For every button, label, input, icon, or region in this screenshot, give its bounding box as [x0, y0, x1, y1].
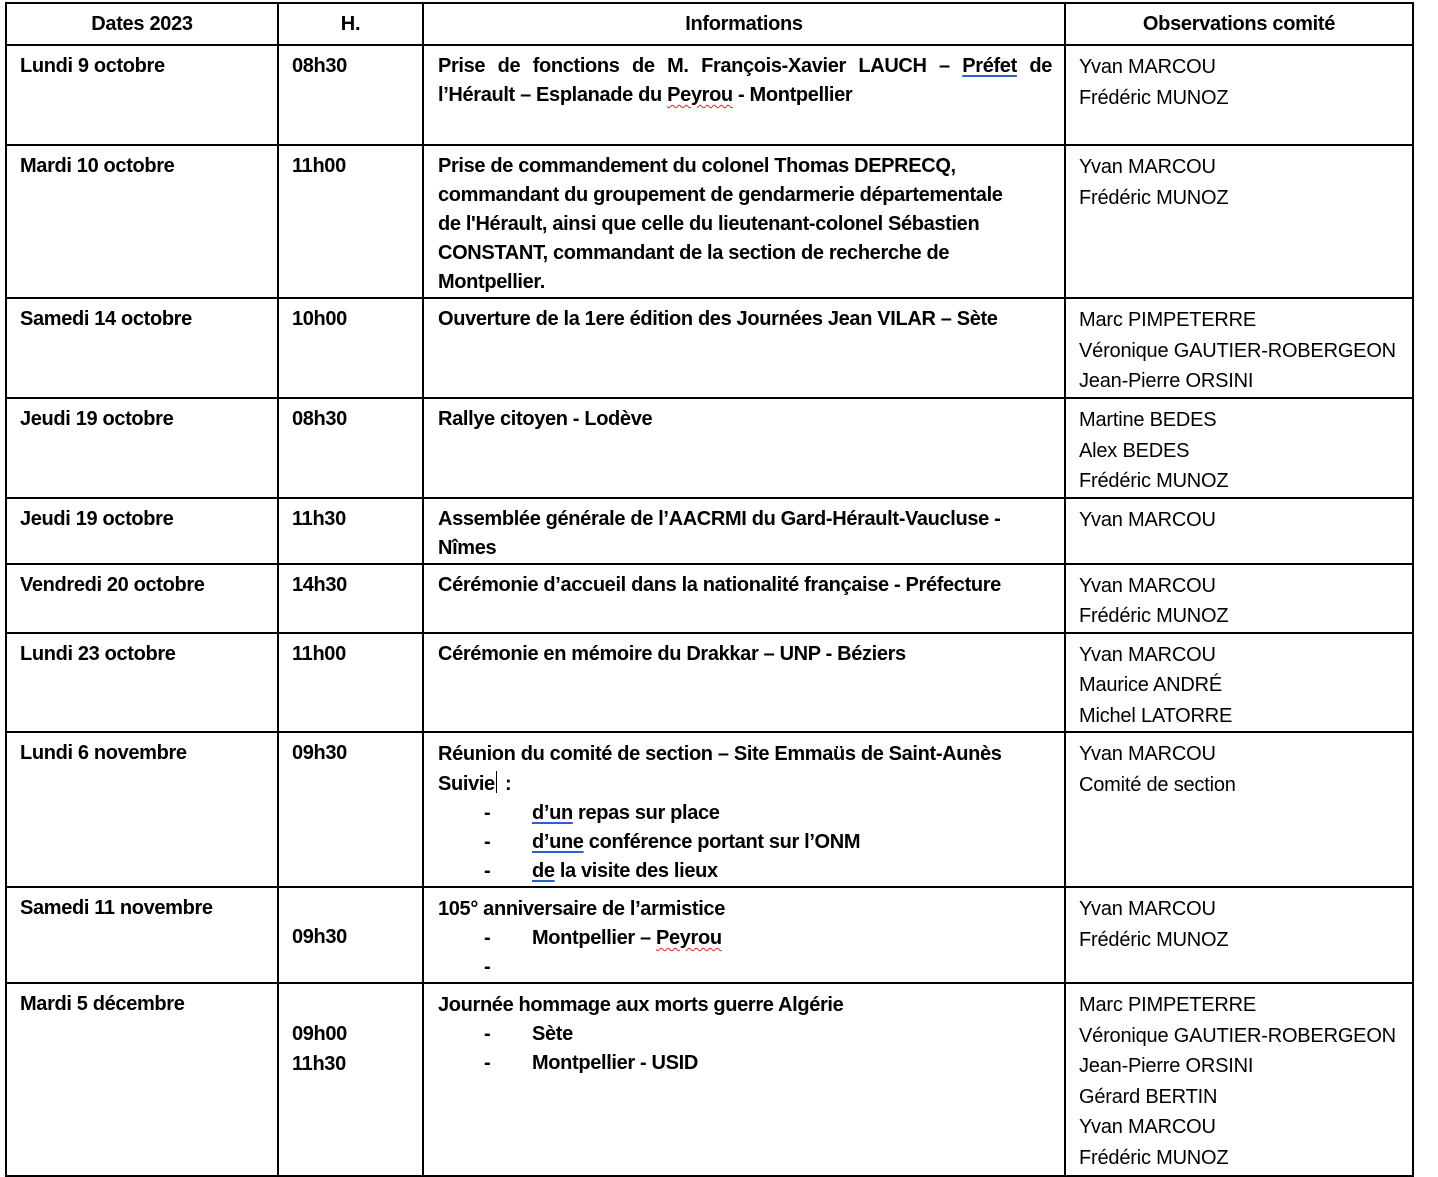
observers-cell[interactable] — [1065, 498, 1413, 564]
observers-cell[interactable] — [1065, 298, 1413, 398]
observer-name: Véronique GAUTIER-ROBERGEON — [1079, 1024, 1396, 1047]
info-text: Journée hommage aux morts guerre Algérie - Sète - Montpellier - USID — [424, 984, 1064, 1078]
time-cell[interactable]: 08h30 — [278, 398, 423, 498]
date-cell[interactable]: Lundi 9 octobre — [6, 45, 278, 145]
observer-name: Jean-Pierre ORSINI — [1079, 370, 1254, 392]
observer-name: Frédéric MUNOZ — [1079, 470, 1229, 492]
info-cell[interactable] — [423, 564, 1065, 633]
observers-cell[interactable] — [1065, 145, 1413, 298]
time-cell[interactable]: 08h30 — [278, 45, 423, 145]
info-cell[interactable] — [423, 732, 1065, 887]
observer-name: Yvan MARCOU — [1079, 56, 1216, 78]
observer-name: Yvan MARCOU — [1079, 156, 1216, 178]
bullet-item — [438, 953, 1052, 982]
date-cell[interactable]: Mardi 10 octobre — [6, 145, 278, 298]
observer-name: Comité de section — [1079, 773, 1236, 796]
table-row — [6, 983, 1413, 1176]
info-cell[interactable] — [423, 45, 1065, 145]
date-cell[interactable]: Jeudi 19 octobre — [6, 398, 278, 498]
info-cell[interactable] — [423, 887, 1065, 983]
observer-name: Yvan MARCOU — [1079, 743, 1216, 765]
time-cell[interactable]: 09h30 — [278, 732, 423, 887]
time-cell[interactable]: 09h30 — [278, 887, 423, 983]
info-text: Assemblée générale de l’AACRMI du Gard-Hérault-Vaucluse - Nîmes — [438, 507, 1001, 559]
dash-bullet-icon: - — [484, 927, 491, 949]
observer-name: Yvan MARCOU — [1079, 1116, 1216, 1138]
date-cell[interactable]: Samedi 11 novembre — [6, 887, 278, 983]
observers-cell[interactable] — [1065, 45, 1413, 145]
time-cell[interactable]: 11h00 — [278, 145, 423, 298]
header-informations: Informations — [423, 3, 1065, 45]
table-row — [6, 45, 1413, 145]
info-text: Prise de commandement du colonel Thomas DEPRECQ, commandant du groupement de gendarmerie départementale de l'Hérault, ainsi que celle du lieutenant-colonel Sébastien CONSTANT, commandant de la section de recherche de Montpellier. — [438, 155, 1003, 293]
info-cell[interactable] — [423, 145, 1065, 298]
observer-name: Martine BEDES — [1079, 409, 1217, 431]
dash-bullet-icon: - — [484, 831, 491, 853]
observer-name: Jean-Pierre ORSINI — [1079, 1055, 1254, 1077]
info-text: Réunion du comité de section – Site Emmaüs de Saint-Aunès Suivie : - d’un repas sur place - d’une conférence portant sur l’ONM - de la visite des lieux — [424, 733, 1064, 886]
spelling-flag[interactable]: Peyrou — [667, 84, 733, 106]
time-cell[interactable]: 10h00 — [278, 298, 423, 398]
observer-name: Frédéric MUNOZ — [1079, 86, 1229, 109]
schedule-table — [5, 2, 1414, 1177]
observer-name: Frédéric MUNOZ — [1079, 928, 1229, 951]
observer-name: Maurice ANDRÉ — [1079, 674, 1222, 696]
dash-bullet-icon: - — [484, 1052, 491, 1074]
dash-bullet-icon: - — [484, 802, 491, 824]
observers-cell[interactable] — [1065, 887, 1413, 983]
bullet-item: - de la visite des lieux — [438, 857, 1052, 886]
date-cell[interactable]: Lundi 23 octobre — [6, 633, 278, 733]
observer-name: Michel LATORRE — [1079, 704, 1233, 727]
table-row — [6, 498, 1413, 564]
bullet-item: - Montpellier - USID — [438, 1049, 1052, 1078]
info-text: Ouverture de la 1ere édition des Journées Jean VILAR – Sète — [438, 308, 998, 330]
date-cell[interactable]: Samedi 14 octobre — [6, 298, 278, 398]
observer-name: Alex BEDES — [1079, 439, 1190, 462]
info-cell[interactable] — [423, 633, 1065, 733]
bullet-item: - Montpellier – Peyrou — [438, 924, 1052, 953]
time-cell[interactable]: 14h30 — [278, 564, 423, 633]
text-cursor — [496, 771, 497, 793]
observer-name: Frédéric MUNOZ — [1079, 605, 1229, 627]
table-row — [6, 145, 1413, 298]
table-row — [6, 564, 1413, 633]
observer-name: Marc PIMPETERRE — [1079, 994, 1257, 1016]
time-cell[interactable]: 11h00 — [278, 633, 423, 733]
date-cell[interactable]: Mardi 5 décembre — [6, 983, 278, 1176]
bullet-item: - d’une conférence portant sur l’ONM — [438, 828, 1052, 857]
observer-name: Yvan MARCOU — [1079, 898, 1216, 920]
observer-name: Yvan MARCOU — [1079, 643, 1216, 666]
observers-cell[interactable] — [1065, 983, 1413, 1176]
info-text: 105° anniversaire de l’armistice - Montpellier – Peyrou - — [424, 888, 1064, 982]
observer-name: Marc PIMPETERRE — [1079, 309, 1257, 331]
dash-bullet-icon: - — [484, 860, 491, 882]
header-row — [6, 3, 1413, 45]
grammar-flag[interactable]: d’une — [532, 831, 584, 853]
table-row — [6, 887, 1413, 983]
info-text: Rallye citoyen - Lodève — [438, 408, 653, 430]
table-row — [6, 732, 1413, 887]
bullet-item: - Sète — [438, 1020, 1052, 1049]
observer-name: Yvan MARCOU — [1079, 508, 1216, 531]
spelling-flag[interactable]: Peyrou — [656, 927, 722, 949]
table-row — [6, 298, 1413, 398]
info-cell[interactable] — [423, 398, 1065, 498]
info-text: Prise de fonctions de M. François-Xavier LAUCH – Préfet de l’Hérault – Esplanade du Peyrou - Montpellier — [438, 55, 1052, 106]
observer-name: Yvan MARCOU — [1079, 574, 1216, 597]
header-observations: Observations comité — [1065, 3, 1413, 45]
date-cell[interactable]: Lundi 6 novembre — [6, 732, 278, 887]
observer-name: Frédéric MUNOZ — [1079, 1146, 1229, 1169]
observers-cell[interactable] — [1065, 633, 1413, 733]
time-cell[interactable]: 11h30 — [278, 498, 423, 564]
grammar-flag[interactable]: de — [532, 860, 555, 882]
dash-bullet-icon: - — [484, 956, 491, 978]
time-cell[interactable]: 09h00 11h30 — [278, 983, 423, 1176]
grammar-flag[interactable]: d’un — [532, 802, 573, 824]
observers-cell[interactable] — [1065, 564, 1413, 633]
table-row — [6, 398, 1413, 498]
info-text: Cérémonie d’accueil dans la nationalité française - Préfecture — [438, 573, 1001, 596]
bullet-item: - d’un repas sur place — [438, 799, 1052, 828]
date-cell[interactable]: Jeudi 19 octobre — [6, 498, 278, 564]
header-hours: H. — [278, 3, 423, 45]
table-row — [6, 633, 1413, 733]
date-cell[interactable]: Vendredi 20 octobre — [6, 564, 278, 633]
observer-name: Gérard BERTIN — [1079, 1085, 1218, 1108]
observers-cell[interactable] — [1065, 732, 1413, 887]
observer-name: Frédéric MUNOZ — [1079, 186, 1229, 209]
header-dates: Dates 2023 — [6, 3, 278, 45]
observers-cell[interactable] — [1065, 398, 1413, 498]
grammar-flag[interactable]: Préfet — [962, 55, 1017, 77]
info-cell[interactable] — [423, 983, 1065, 1176]
info-cell[interactable] — [423, 298, 1065, 398]
observer-name: Véronique GAUTIER-ROBERGEON — [1079, 339, 1396, 362]
info-text: Cérémonie en mémoire du Drakkar – UNP - Béziers — [438, 642, 906, 665]
dash-bullet-icon: - — [484, 1023, 491, 1045]
info-subtitle: Suivie : — [438, 773, 512, 795]
info-cell[interactable] — [423, 498, 1065, 564]
